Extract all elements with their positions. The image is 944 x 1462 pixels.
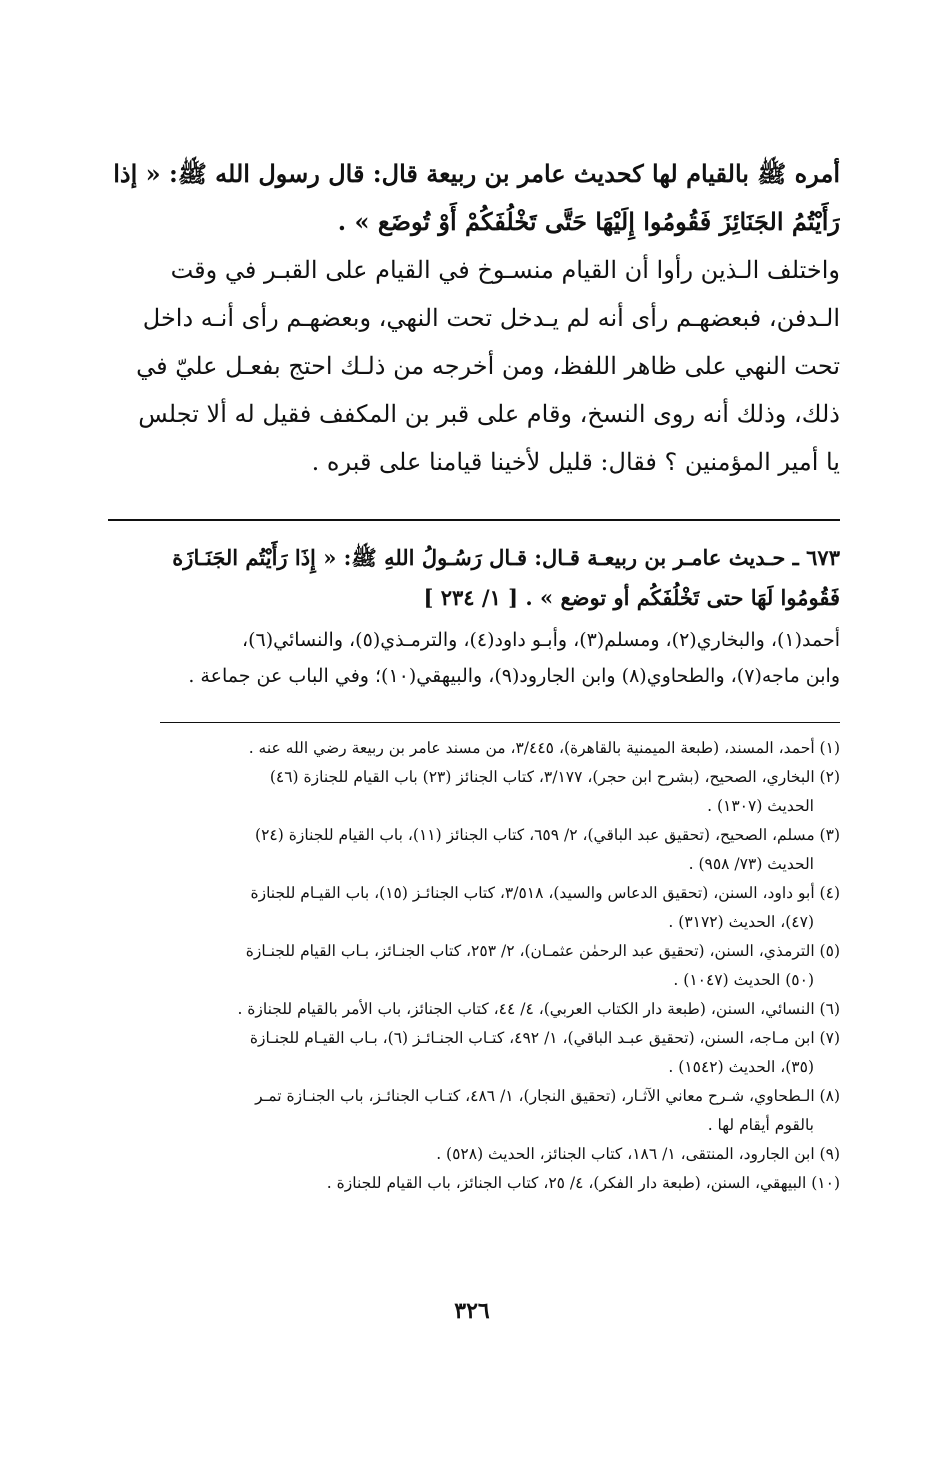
footnote: (٥) الترمذي، السنن، (تحقيق عبد الرحمٰن عثمـان)، ٢/ ٢٥٣، كتاب الجنـائز، بـاب القيام للجنـازة (245, 942, 840, 960)
hadith-line: ٦٧٣ ـ حـديث عامـر بن ربيعـة قـال: قـال رَسُـولُ اللهِ ﷺ: « إِذَا رَأَيْتُم الجَنَـازَة (172, 545, 840, 570)
footnote-divider (160, 722, 840, 723)
footnote-continuation: الحديث (١٣٠٧) . (707, 797, 814, 815)
footnote-continuation: (٥٠) الحديث (١٠٤٧) . (673, 971, 814, 989)
footnote: (٤) أبو داود، السنن، (تحقيق الدعاس والسيد)، ٣/٥١٨، كتاب الجنائـز (١٥)، باب القيـام للجنازة (250, 884, 840, 902)
main-text-line: رَأَيْتُمُ الجَنَائِزَ فَقُومُوا إِلَيْهَا حَتَّى تَخْلُفَكُمْ أَوْ تُوضَع » . (337, 207, 840, 236)
footnote: (٩) ابن الجارود، المنتقى، ١/ ١٨٦، كتاب الجنائز، الحديث (٥٢٨) . (436, 1145, 840, 1163)
sources-line: أحمد(١)، والبخاري(٢)، ومسلم(٣)، وأبـو داود(٤)، والترمـذي(٥)، والنسائي(٦)، (241, 629, 840, 651)
footnote: (١٠) البيهقي، السنن، (طبعة دار الفكر)، ٤/ ٢٥، كتاب الجنائز، باب القيام للجنازة . (326, 1174, 840, 1192)
main-text (108, 150, 840, 486)
footnote-continuation: الحديث (٧٣/ ٩٥٨) . (688, 855, 814, 873)
main-text-line: ذلك، وذلك أنه روى النسخ، وقام على قبر بن المكفف فقيل له ألا تجلس (138, 400, 840, 428)
hadith-line: فَقُومُوا لَهَا حتى تَخْلُفَكُم أو توضع » . [ ١/ ٢٣٤ ] (423, 585, 840, 610)
sources-line: وابن ماجه(٧)، والطحاوي(٨) وابن الجارود(٩)، والبيهقي(١٠)؛ وفي الباب عن جماعة . (188, 665, 840, 687)
footnote: (٦) النسائي، السنن، (طبعة دار الكتاب العربي)، ٤/ ٤٤، كتاب الجنائز، باب الأمر بالقيام للجنازة . (237, 1000, 840, 1018)
main-text-line: تحت النهي على ظاهر اللفظ، ومن أخرجه من ذلـك احتج بفعـل عليّ في (136, 352, 840, 380)
section-divider (108, 519, 840, 521)
footnote: (٧) ابن مـاجه، السنن، (تحقيق عبـد الباقي)، ١/ ٤٩٢، كتـاب الجنـائـز (٦)، بـاب القيـام للجنـازة (249, 1029, 840, 1047)
footnote: (٣) مسلم، الصحيح، (تحقيق عبد الباقي)، ٢/ ٦٥٩، كتاب الجنائز (١١)، باب القيام للجنازة (٢٤) (255, 826, 840, 844)
main-text-line: الـدفن، فبعضهـم رأى أنه لم يـدخل تحت النهي، وبعضهـم رأى أنـه داخل (142, 304, 840, 332)
page-number: ٣٢٦ (454, 1298, 490, 1324)
main-text-line: أمره ﷺ بالقيام لها كحديث عامر بن ربيعة قال: قال رسول الله ﷺ: « إذا (113, 159, 840, 188)
footnote: (١) أحمد، المسند، (طبعة الميمنية بالقاهرة)، ٣/٤٤٥، من مسند عامر بن ربيعة رضي الله عنه . (248, 739, 840, 757)
main-text-line: يا أمير المؤمنين ؟ فقال: قليل لأخينا قيامنا على قبره . (311, 448, 840, 476)
main-text-line: واختلف الـذين رأوا أن القيام منسـوخ في القيام على القبـر في وقت (170, 256, 840, 284)
footnote-continuation: (٣٥)، الحديث (١٥٤٢) . (668, 1058, 814, 1076)
hadith-entry (108, 538, 840, 618)
footnote: (٢) البخاري، الصحيح، (بشرح ابن حجر)، ٣/١٧٧، كتاب الجنائز (٢٣) باب القيام للجنازة (٤٦) (269, 768, 840, 786)
footnote-continuation: (٤٧)، الحديث (٣١٧٢) . (668, 913, 814, 931)
hadith-sources (108, 622, 840, 694)
footnotes (108, 734, 840, 1198)
footnote-continuation: بالقوم أيقام لها . (707, 1116, 814, 1134)
footnote: (٨) الـطحاوي، شـرح معاني الآثـار، (تحقيق النجار)، ١/ ٤٨٦، كتـاب الجنائـز، باب الجنـازة تمـر (255, 1087, 840, 1105)
